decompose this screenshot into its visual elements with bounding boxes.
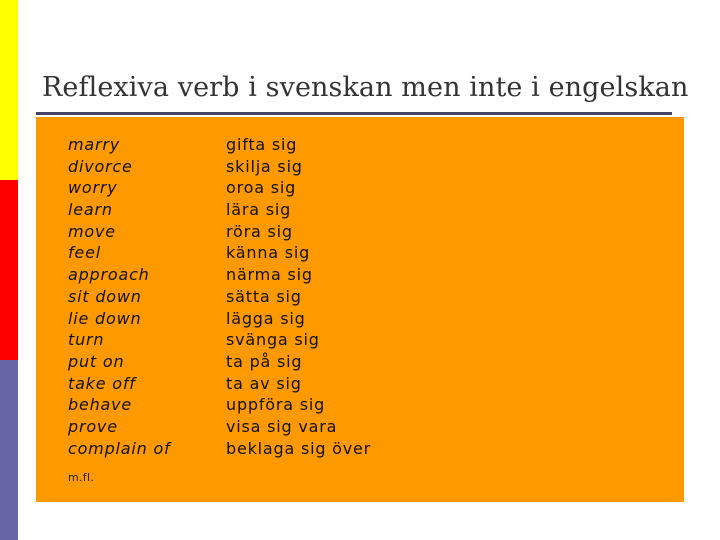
english-verb: approach	[68, 265, 150, 285]
swedish-verb: ta på sig	[226, 351, 303, 371]
swedish-verb: uppföra sig	[226, 395, 326, 415]
swedish-verb: lägga sig	[226, 308, 306, 328]
footnote: m.fl.	[68, 471, 95, 484]
english-verb: prove	[68, 416, 118, 436]
slide-title: Reflexiva verb i svenskan men inte i engelskan	[42, 72, 689, 103]
swedish-verb-list	[226, 134, 371, 459]
accent-bar-blue	[0, 360, 18, 540]
swedish-verb: lära sig	[226, 200, 292, 220]
swedish-verb: närma sig	[226, 265, 313, 285]
english-verb: complain of	[68, 438, 171, 458]
swedish-verb: sätta sig	[226, 286, 302, 306]
content-box	[36, 117, 684, 502]
english-verb: marry	[68, 135, 121, 154]
english-verb: lie down	[68, 308, 142, 328]
english-verb: turn	[68, 330, 105, 350]
swedish-verb: ta av sig	[226, 373, 302, 393]
swedish-verb: visa sig vara	[226, 416, 338, 436]
swedish-verb: gifta sig	[226, 135, 298, 154]
english-verb: move	[68, 221, 116, 241]
title-underline	[36, 112, 672, 115]
english-verb-list	[68, 134, 170, 459]
swedish-verb: svänga sig	[226, 330, 320, 350]
accent-bar-red	[0, 180, 18, 360]
swedish-verb: skilja sig	[226, 156, 303, 176]
english-verb: sit down	[68, 286, 142, 306]
english-verb: divorce	[68, 156, 133, 176]
english-verb: put on	[68, 351, 125, 371]
swedish-verb: röra sig	[226, 221, 293, 241]
swedish-verb: känna sig	[226, 243, 311, 263]
english-verb: take off	[68, 373, 136, 393]
accent-bar-yellow	[0, 0, 18, 180]
english-verb: behave	[68, 395, 133, 415]
english-verb: worry	[68, 178, 118, 198]
english-verb: feel	[68, 243, 101, 263]
swedish-verb: oroa sig	[226, 178, 297, 198]
swedish-verb: beklaga sig över	[226, 438, 372, 458]
english-verb: learn	[68, 200, 113, 220]
